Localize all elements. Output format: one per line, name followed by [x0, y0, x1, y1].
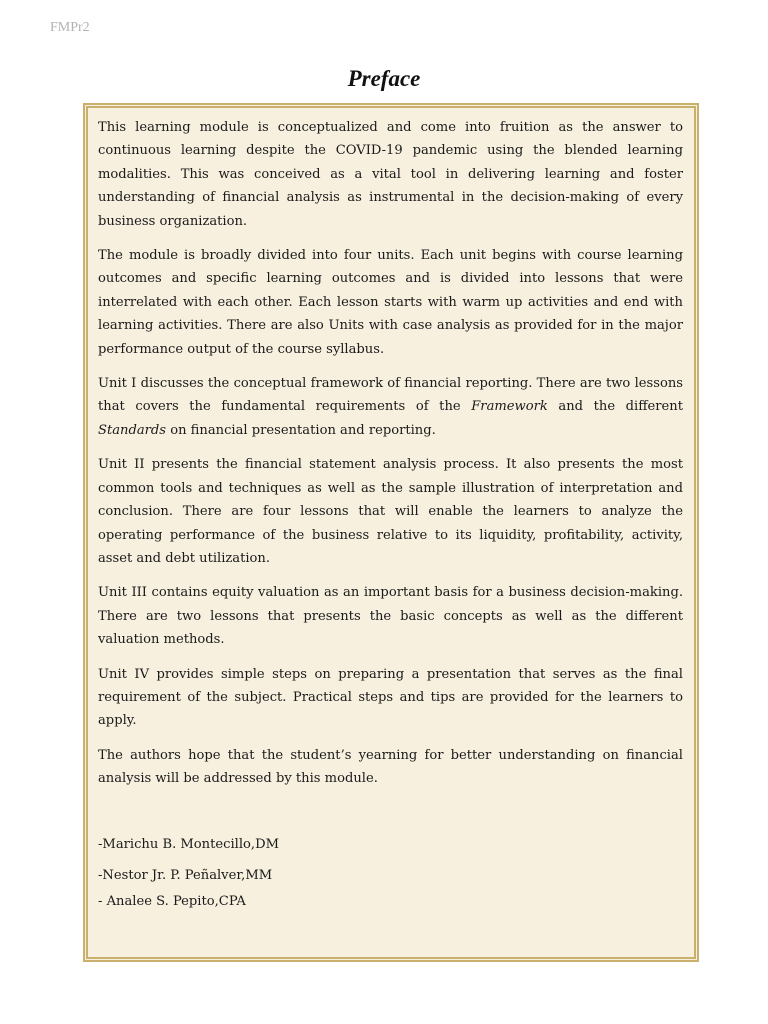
emphasis-text: Framework	[471, 399, 548, 415]
preface-paragraph-2	[98, 244, 683, 361]
preface-paragraph-6	[98, 663, 683, 733]
preface-frame	[83, 103, 699, 962]
paragraph-text: Unit IV provides simple steps on preparing a presentation that serves as the final requirement of the subject. Practical steps and tips are provided for the learners to apply.	[98, 666, 683, 729]
preface-body	[98, 116, 683, 914]
preface-paragraph-4	[98, 453, 683, 570]
paragraph-text: This learning module is conceptualized and come into fruition as the answer to continuous learning despite the COVID-19 pandemic using the blended learning modalities. This was conceived as a vital tool in delivering learning and foster understanding of financial analysis as instrumental in the decision-making of every business organization.	[98, 120, 683, 229]
author-2: -Nestor Jr. P. Peñalver,MM	[98, 867, 273, 883]
preface-paragraph-1	[98, 116, 683, 233]
paragraph-text: on financial presentation and reporting.	[166, 422, 436, 438]
paragraph-text: Unit III contains equity valuation as an important basis for a business decision-making. There are two lessons that presents the basic concepts as well as the different valuation methods.	[98, 585, 683, 648]
paragraph-text: Unit II presents the financial statement analysis process. It also presents the most common tools and techniques as well as the sample illustration of interpretation and conclusion. There are four lessons that will enable the learners to analyze the operating performance of the business relative to its liquidity, profitability, activity, asset and debt utilization.	[98, 457, 683, 566]
emphasis-text: Standards	[98, 422, 167, 438]
document-code: FMPr2	[50, 20, 90, 35]
paragraph-text: The authors hope that the student’s yearning for better understanding on financial analysis will be addressed by this module.	[98, 747, 683, 787]
preface-paragraph-5	[98, 581, 683, 651]
author-3: - Analee S. Pepito,CPA	[98, 894, 246, 910]
paragraph-text: and the different	[547, 399, 683, 415]
preface-paragraphs	[98, 116, 683, 791]
author-1: -Marichu B. Montecillo,DM	[98, 836, 279, 852]
preface-paragraph-7	[98, 744, 683, 791]
author-list	[98, 833, 683, 914]
paragraph-text: The module is broadly divided into four units. Each unit begins with course learning outcomes and specific learning outcomes and is divided into lessons that were interrelated with each other. Each lesson starts with warm up activities and end with learning activities. There are also Units with case analysis as provided for in the major performance output of the course syllabus.	[98, 248, 683, 357]
paragraph-text: Unit I discusses the conceptual framework of financial reporting. There are two lessons that covers the fundamental requirements of the	[98, 376, 683, 415]
preface-paragraph-3	[98, 372, 683, 442]
page-title: Preface	[347, 66, 421, 91]
